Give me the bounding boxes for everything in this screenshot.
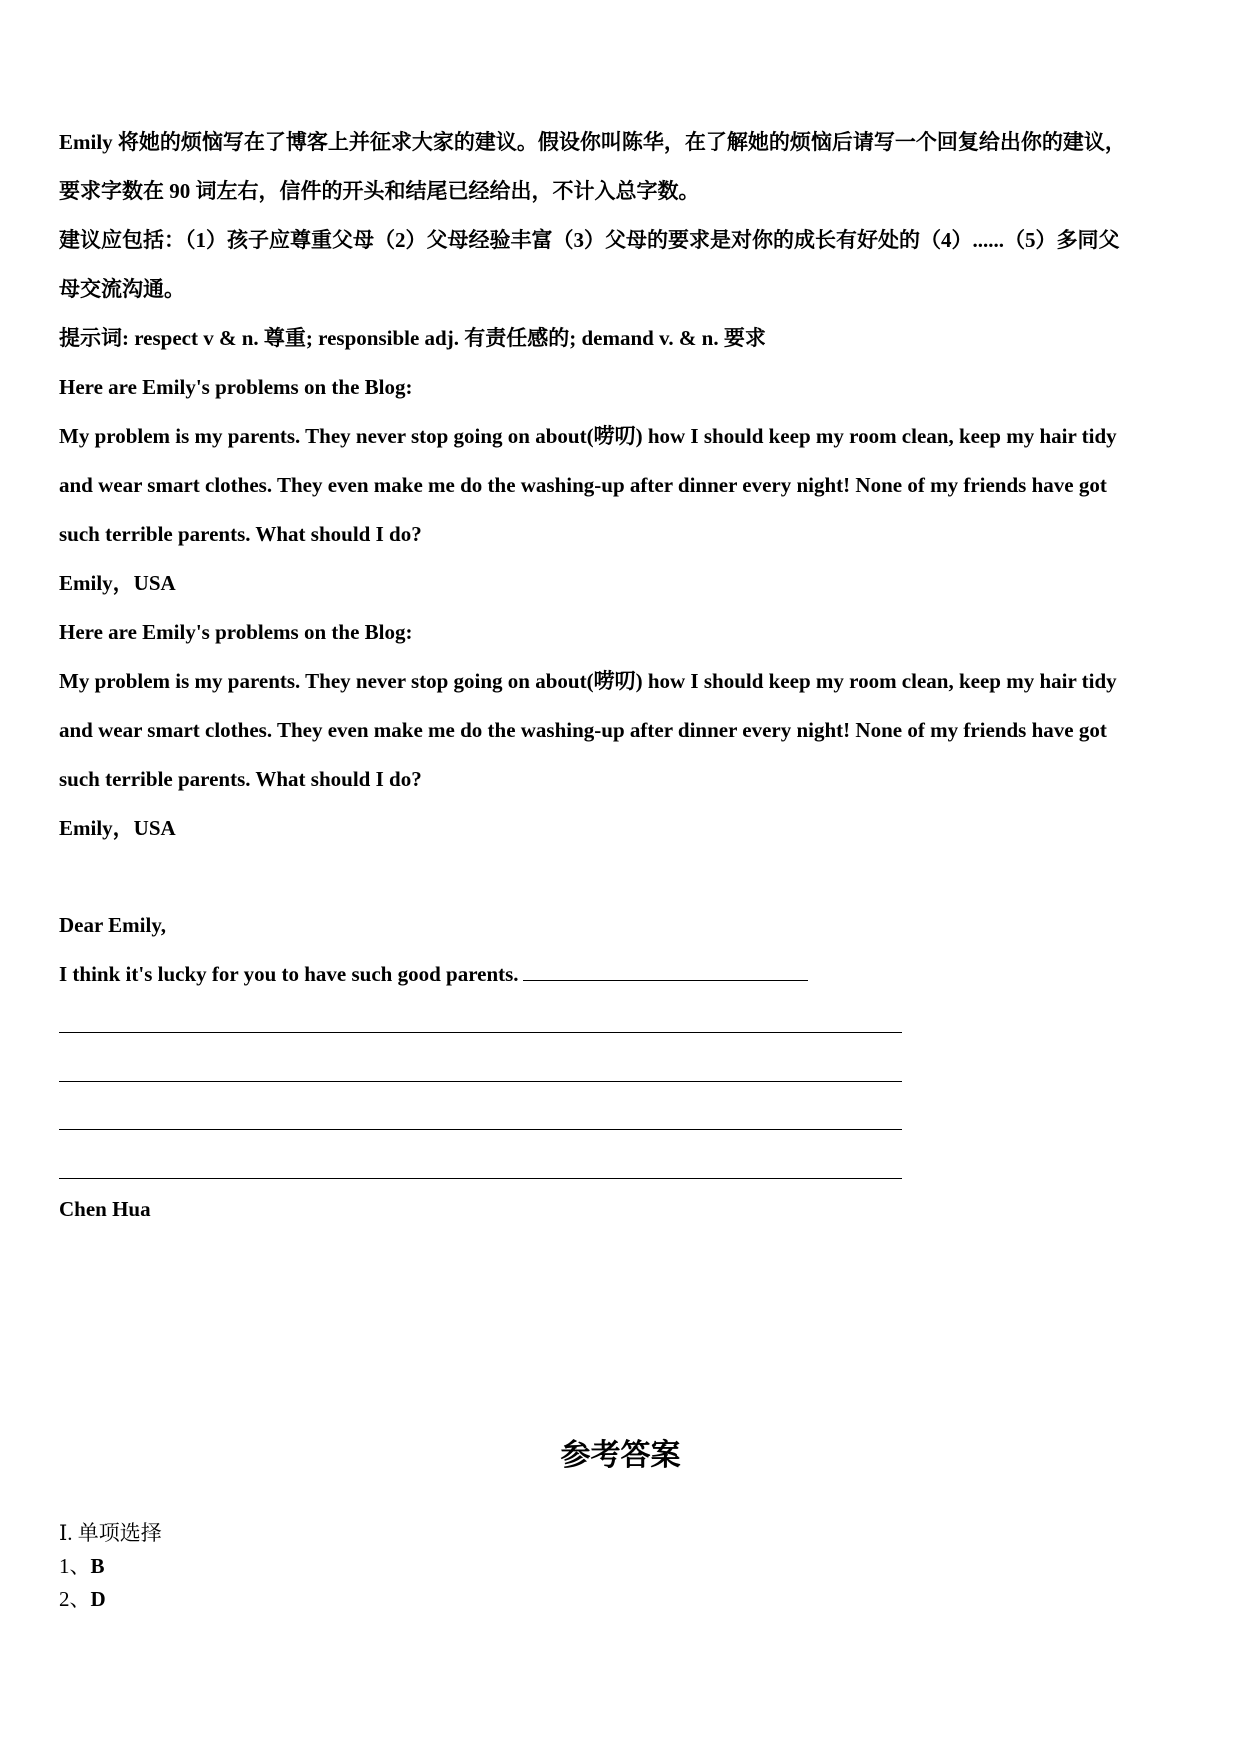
answer-blank-line[interactable] xyxy=(59,1129,902,1130)
instruction-line-4: 母交流沟通。 xyxy=(59,277,185,301)
instruction-line-2: 要求字数在 90 词左右，信件的开头和结尾已经给出，不计入总字数。 xyxy=(59,179,700,203)
blog-text-line: and wear smart clothes. They even make me do the washing-up after dinner every night! None of my friends have got xyxy=(59,473,1107,497)
blog-text-line: such terrible parents. What should I do? xyxy=(59,767,422,791)
answer-number: 2、 xyxy=(59,1587,91,1611)
blog-text-line: such terrible parents. What should I do? xyxy=(59,522,422,546)
answer-blank-line[interactable] xyxy=(59,1032,902,1033)
answer-item xyxy=(59,1586,106,1612)
letter-opening: I think it's lucky for you to have such good parents. xyxy=(59,962,519,986)
instruction-line-1: Emily 将她的烦恼写在了博客上并征求大家的建议。假设你叫陈华，在了解她的烦恼后请写一个回复给出你的建议， xyxy=(59,130,1126,154)
blog-text-line: My problem is my parents. They never stop going on about(唠叨) how I should keep my room clean, keep my hair tidy xyxy=(59,424,1117,448)
blog-heading: Here are Emily's problems on the Blog: xyxy=(59,375,413,399)
answer-value: D xyxy=(90,1587,106,1611)
hint-words: 提示词: respect v & n. 尊重; responsible adj. 有责任感的; demand v. & n. 要求 xyxy=(59,326,766,350)
letter-greeting: Dear Emily, xyxy=(59,913,166,937)
blog-text-line: and wear smart clothes. They even make me do the washing-up after dinner every night! None of my friends have got xyxy=(59,718,1107,742)
answer-blank-line[interactable] xyxy=(59,1081,902,1082)
answer-value: B xyxy=(90,1554,105,1578)
answers-section-heading: Ⅰ. 单项选择 xyxy=(59,1521,162,1545)
instruction-line-3: 建议应包括：（1）孩子应尊重父母（2）父母经验丰富（3）父母的要求是对你的成长有好处的（4）......（5）多同父 xyxy=(59,228,1120,252)
blog-signature: Emily，USA xyxy=(59,816,176,840)
blog-text-line: My problem is my parents. They never stop going on about(唠叨) how I should keep my room clean, keep my hair tidy xyxy=(59,669,1117,693)
blog-signature: Emily，USA xyxy=(59,571,176,595)
answer-blank-line[interactable] xyxy=(59,1178,902,1179)
answer-number: 1、 xyxy=(59,1554,91,1578)
answer-item xyxy=(59,1553,105,1579)
letter-closing: Chen Hua xyxy=(59,1197,151,1221)
answers-title: 参考答案 xyxy=(560,1438,681,1473)
answer-blank-inline[interactable] xyxy=(523,962,808,981)
blog-heading: Here are Emily's problems on the Blog: xyxy=(59,620,413,644)
letter-opening-line xyxy=(59,961,808,987)
